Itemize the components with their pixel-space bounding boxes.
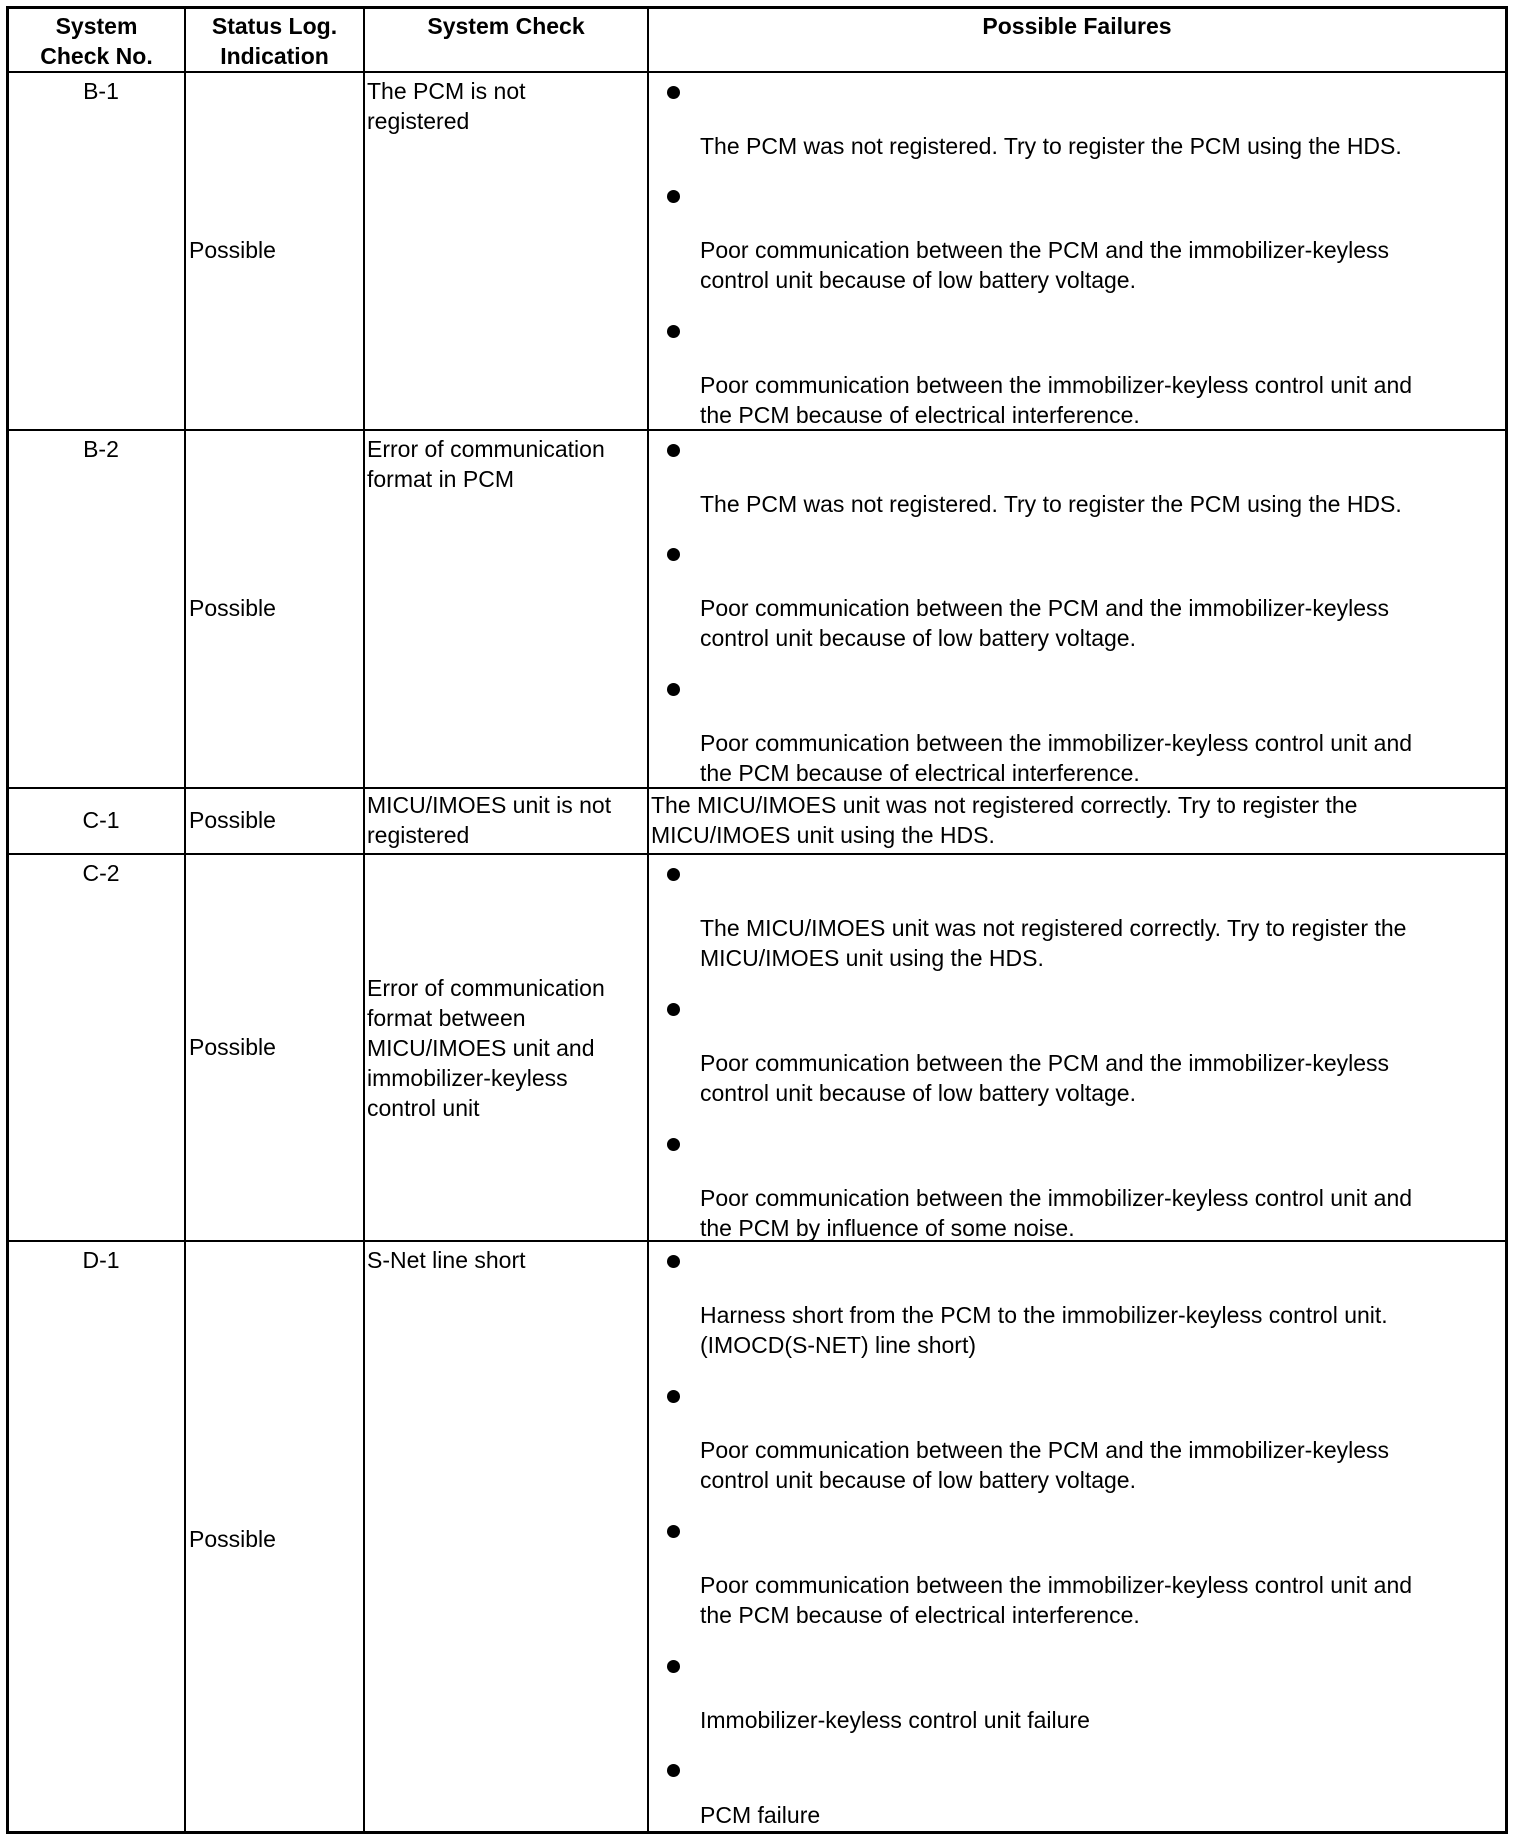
header-possible-failures: Possible Failures xyxy=(982,13,1172,39)
system-check-text: Error of communication format between MICU/IMOES unit and immobilizer-keyless control unit xyxy=(367,975,605,1121)
bullet-icon xyxy=(667,325,680,338)
failure-text: Poor communication between the PCM and the immobilizer-keyless control unit because of low battery voltage. xyxy=(700,595,1390,651)
bullet-icon xyxy=(667,548,680,561)
system-check-text: S-Net line short xyxy=(367,1247,526,1273)
failure-text: Poor communication between the PCM and the immobilizer-keyless control unit because of low battery voltage. xyxy=(700,1050,1390,1106)
status-indication: Possible xyxy=(189,1526,276,1552)
bullet-icon xyxy=(667,86,680,99)
check-number: D-1 xyxy=(82,1247,120,1273)
failure-text: The PCM was not registered. Try to register the PCM using the HDS. xyxy=(700,491,1402,517)
failure-text: The MICU/IMOES unit was not registered correctly. Try to register the MICU/IMOES unit using the HDS. xyxy=(700,915,1407,971)
system-check-text: The PCM is not registered xyxy=(367,78,526,134)
column-divider xyxy=(647,6,649,1834)
check-number: B-2 xyxy=(83,436,119,462)
header-status-log: Status Log. Indication xyxy=(211,13,338,69)
bullet-icon xyxy=(667,444,680,457)
bullet-icon xyxy=(667,1764,680,1777)
failure-text: Poor communication between the PCM and the immobilizer-keyless control unit because of low battery voltage. xyxy=(700,237,1390,293)
header-system-check: System Check xyxy=(427,13,585,39)
status-indication: Possible xyxy=(189,1034,276,1060)
failure-text: Poor communication between the PCM and the immobilizer-keyless control unit because of low battery voltage. xyxy=(700,1437,1390,1493)
check-number: C-2 xyxy=(82,860,120,886)
bullet-icon xyxy=(667,190,680,203)
column-divider xyxy=(184,6,186,1834)
bullet-icon xyxy=(667,683,680,696)
check-number: B-1 xyxy=(83,78,119,104)
bullet-icon xyxy=(667,868,680,881)
failure-table xyxy=(6,6,1508,1834)
status-indication: Possible xyxy=(189,237,276,263)
bullet-icon xyxy=(667,1255,680,1268)
bullet-icon xyxy=(667,1003,680,1016)
failure-text: Poor communication between the immobilizer-keyless control unit and the PCM because of electrical interference. xyxy=(700,1572,1413,1628)
column-divider xyxy=(363,6,365,1834)
row-divider xyxy=(6,853,1508,855)
bullet-icon xyxy=(667,1660,680,1673)
failure-text: Harness short from the PCM to the immobilizer-keyless control unit. (IMOCD(S-NET) line short) xyxy=(700,1302,1388,1358)
bullet-icon xyxy=(667,1390,680,1403)
bullet-icon xyxy=(667,1525,680,1538)
check-number: C-1 xyxy=(82,807,120,833)
failure-text: PCM failure xyxy=(700,1802,821,1828)
failure-text: Poor communication between the immobilizer-keyless control unit and the PCM because of electrical interference. xyxy=(700,372,1413,428)
header-check-no: System Check No. xyxy=(40,13,153,69)
status-indication: Possible xyxy=(189,595,276,621)
failure-text: Immobilizer-keyless control unit failure xyxy=(700,1707,1090,1733)
bullet-icon xyxy=(667,1138,680,1151)
status-indication: Possible xyxy=(189,807,276,833)
system-check-text: MICU/IMOES unit is not registered xyxy=(367,792,612,848)
failure-text: The MICU/IMOES unit was not registered correctly. Try to register the MICU/IMOES unit using the HDS. xyxy=(651,792,1358,848)
system-check-text: Error of communication format in PCM xyxy=(367,436,605,492)
header-divider xyxy=(6,71,1508,73)
failure-text: Poor communication between the immobilizer-keyless control unit and the PCM by influence of some noise. xyxy=(700,1185,1413,1241)
failure-text: Poor communication between the immobilizer-keyless control unit and the PCM because of electrical interference. xyxy=(700,730,1413,786)
failure-text: The PCM was not registered. Try to register the PCM using the HDS. xyxy=(700,133,1402,159)
